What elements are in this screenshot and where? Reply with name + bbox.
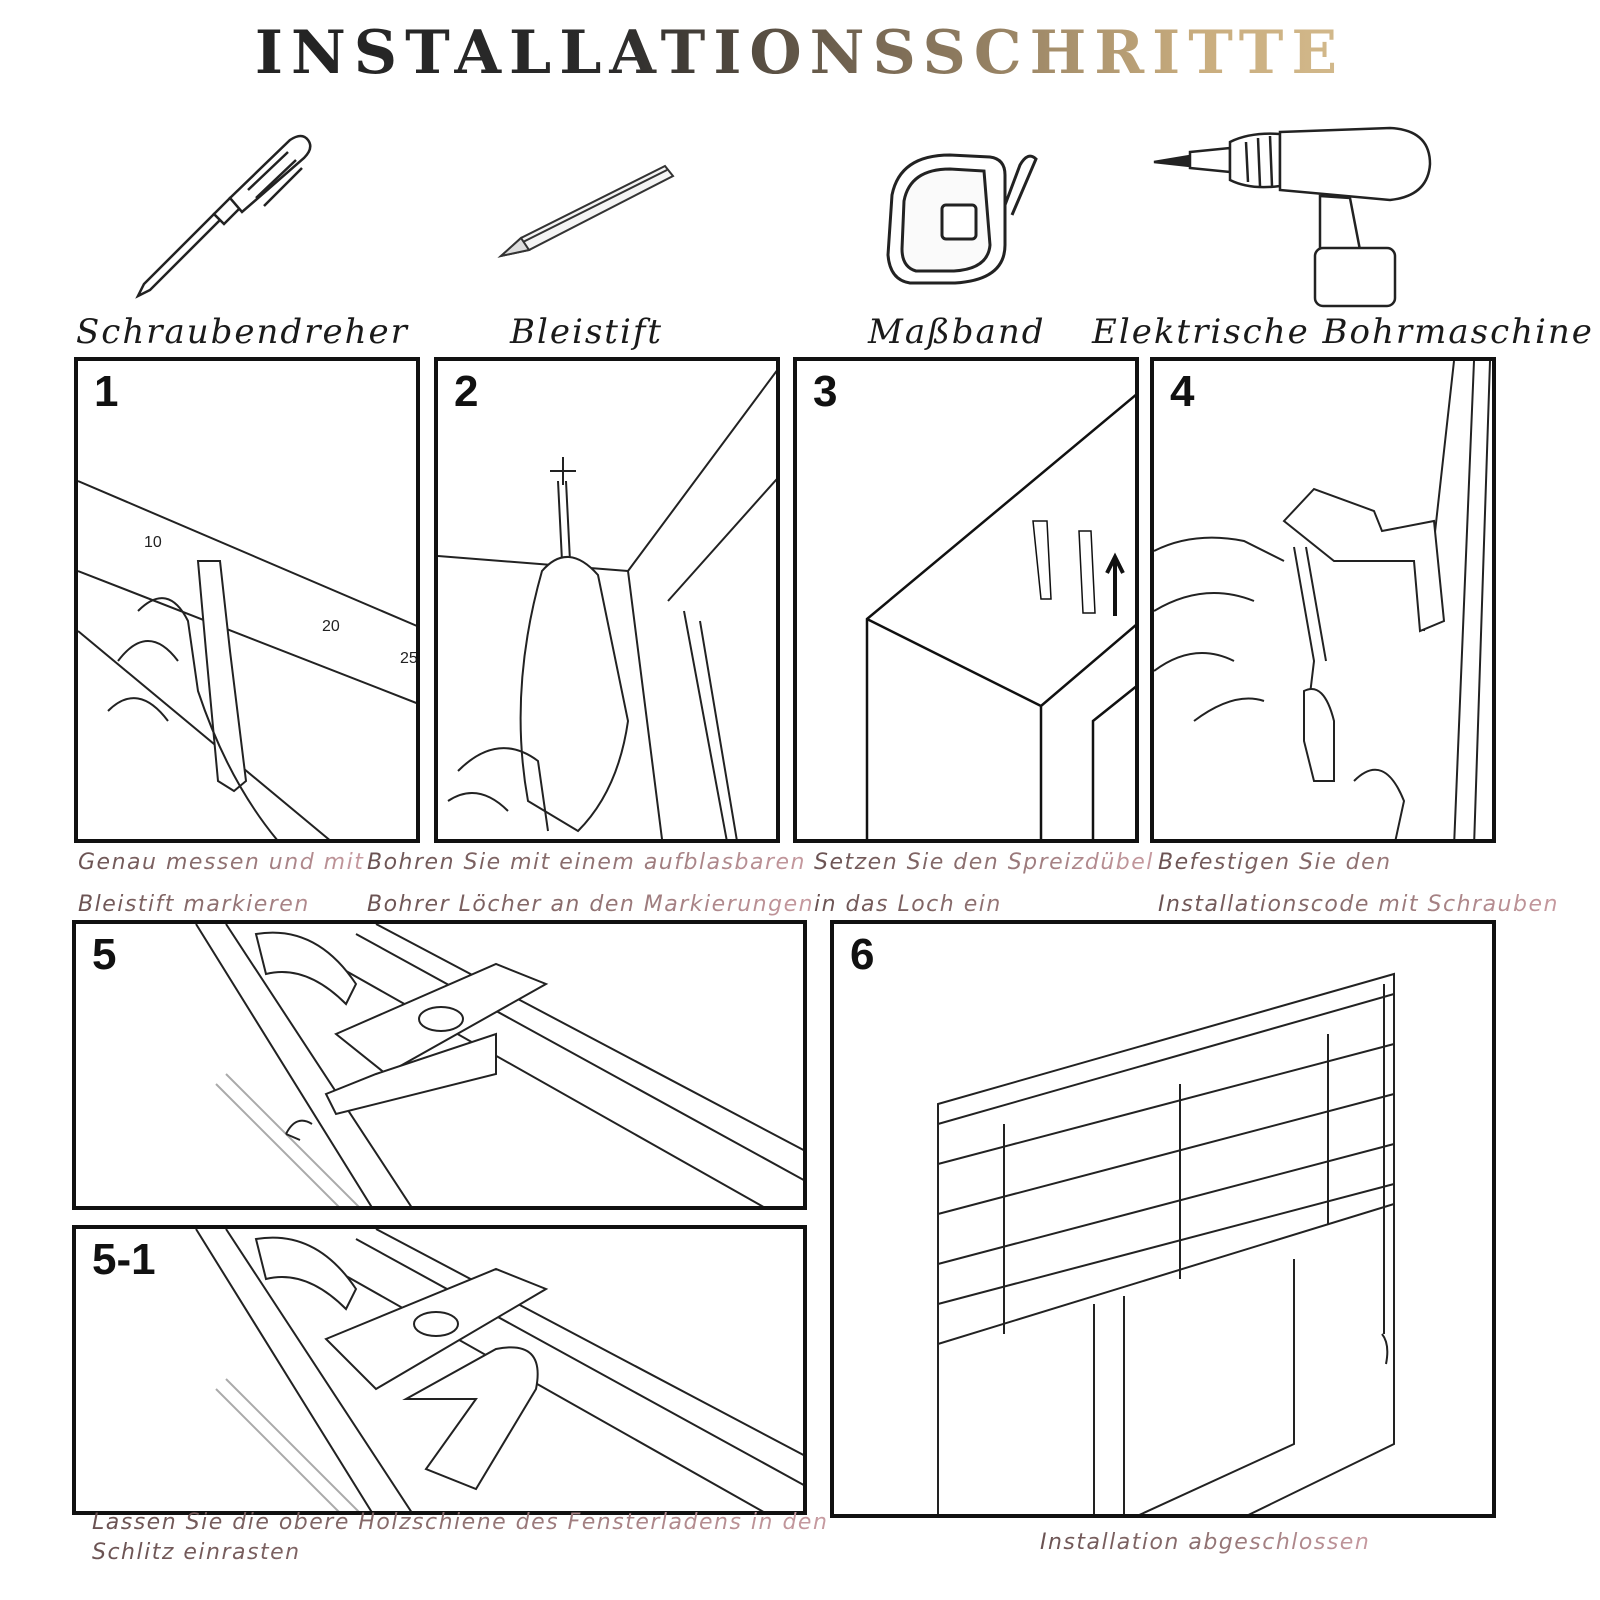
tool-label-screwdriver: Schraubendreher xyxy=(76,312,409,352)
ruler-tick-25: 25 xyxy=(400,650,418,667)
step-1-caption xyxy=(78,842,364,926)
step-1-number: 1 xyxy=(94,367,119,416)
step-3-caption-line2: in das Loch ein xyxy=(814,892,1002,917)
step-3-number: 3 xyxy=(813,367,838,416)
step-6-caption xyxy=(1040,1522,1370,1564)
step-5-number: 5 xyxy=(92,930,117,979)
pencil-icon xyxy=(495,160,680,270)
step-4-caption xyxy=(1158,842,1559,926)
step-2-caption xyxy=(367,842,814,926)
ruler-tick-20: 20 xyxy=(322,618,340,635)
step-5-1-caption xyxy=(92,1508,828,1568)
step-1-caption-line1: Genau messen und mit xyxy=(78,850,365,875)
step-5-1-number: 5-1 xyxy=(92,1235,156,1284)
step-3-caption-line1: Setzen Sie den Spreizdübel xyxy=(814,850,1154,875)
tool-label-pencil: Bleistift xyxy=(510,312,664,352)
screwdriver-icon xyxy=(130,128,330,303)
step-1-caption-line2: Bleistift markieren xyxy=(78,892,310,917)
step-6-caption-line1: Installation abgeschlossen xyxy=(1040,1530,1371,1555)
step-5-panel xyxy=(72,920,807,1210)
step-5-1-caption-line2: Schlitz einrasten xyxy=(92,1540,301,1565)
step-6-panel xyxy=(830,920,1496,1518)
tool-label-drill: Elektrische Bohrmaschine xyxy=(1092,312,1594,352)
step-6-number: 6 xyxy=(850,930,875,979)
tool-label-tape-measure: Maßband xyxy=(868,312,1046,352)
step-5-1-panel xyxy=(72,1225,807,1515)
step-4-panel xyxy=(1150,357,1496,843)
step-4-number: 4 xyxy=(1170,367,1195,416)
step-4-caption-line1: Befestigen Sie den xyxy=(1158,850,1392,875)
step-2-number: 2 xyxy=(454,367,479,416)
step-4-caption-line2: Installationscode mit Schrauben xyxy=(1158,892,1559,917)
ruler-tick-10: 10 xyxy=(144,534,162,551)
step-2-panel xyxy=(434,357,780,843)
tape-measure-icon xyxy=(880,145,1050,295)
step-1-panel xyxy=(74,357,420,843)
step-2-caption-line1: Bohren Sie mit einem aufblasbaren xyxy=(367,850,806,875)
step-3-caption xyxy=(814,842,1154,926)
step-5-1-caption-line1: Lassen Sie die obere Holzschiene des Fensterladens in den xyxy=(92,1510,829,1535)
step-3-panel xyxy=(793,357,1139,843)
page-title: INSTALLATIONSSCHRITTE xyxy=(0,18,1600,88)
step-2-caption-line2: Bohrer Löcher an den Markierungen xyxy=(367,892,815,917)
drill-icon xyxy=(1150,120,1440,320)
